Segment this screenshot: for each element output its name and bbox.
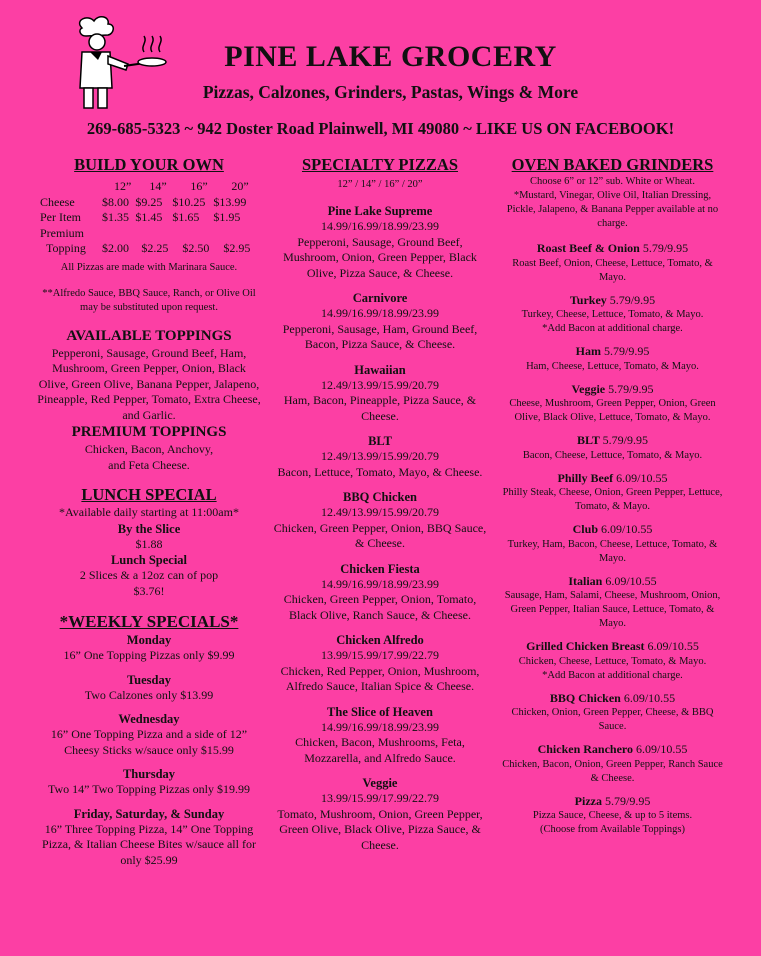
grinder-price: 5.79/9.95 [604,793,651,808]
specialty-pizza-desc: Tomato, Mushroom, Onion, Green Pepper, Green Olive, Black Olive, Pizza Sauce, & Cheese. [277,806,483,852]
specialty-pizza-desc: Pepperoni, Sausage, Ground Beef, Mushroom, Onion, Green Pepper, Black Olive, Pizza Sauce, & Cheese. [283,234,477,280]
weekly-special-day: Friday, Saturday, & Sunday [73,806,225,821]
grinder-name: Chicken Ranchero [537,742,637,756]
specialty-pizza-prices: 13.99/15.99/17.99/22.79 [320,648,439,662]
grinder-item [500,794,725,838]
specialty-pizza-item [272,362,488,425]
weekly-special-day: Monday [126,633,172,647]
grinder-name: Italian [568,573,606,588]
grinder-name: Grilled Chicken Breast [526,639,648,653]
grinders-condiments-note: *Mustard, Vinegar, Olive Oil, Italian Dressing, Pickle, Jalapeno, & Banana Pepper available at no charge. [506,190,719,229]
specialty-pizza-desc: Ham, Bacon, Pineapple, Pizza Sauce, & Cheese. [283,393,477,423]
grinder-name: Veggie [571,381,609,396]
specialty-pizza-item [272,203,488,281]
grinder-name: BBQ Chicken [549,690,624,705]
left-column [36,155,262,868]
price-cell: $10.25 [172,194,206,209]
specialty-pizza-desc: Chicken, Green Pepper, Onion, Tomato, Black Olive, Ranch Sauce, & Cheese. [283,592,477,622]
grinder-item [500,382,725,426]
specialty-pizza-item [272,632,488,695]
specialty-pizza-name: Chicken Fiesta [340,561,420,576]
grinder-name-line [500,742,725,758]
specialty-pizza-desc: Chicken, Green Pepper, Onion, BBQ Sauce, & Cheese. [273,520,487,550]
weekly-special-day: Thursday [122,767,176,781]
specialty-pizza-prices: 12.49/13.99/15.99/20.79 [320,449,439,463]
page-title: PINE LAKE GROCERY [224,40,557,73]
grinder-item [500,691,725,735]
grinder-desc: Roast Beef, Onion, Cheese, Lettuce, Tomato, & Mayo. [512,257,713,283]
grinder-item [500,742,725,786]
grinder-name-line [500,241,725,257]
marinara-note: All Pizzas are made with Marinara Sauce. [60,261,238,273]
grinder-name: BLT [576,433,603,447]
size-label: 20” [231,179,249,193]
grinder-price: 6.09/10.55 [647,639,699,653]
grinder-desc: Chicken, Cheese, Lettuce, Tomato, & Mayo. [518,655,707,667]
grinder-list [500,241,725,837]
price-cell: $2.25 [141,241,169,255]
available-toppings-heading: AVAILABLE TOPPINGS [66,327,232,344]
specialty-pizza-item [272,489,488,552]
right-column [500,155,725,837]
grinder-desc: Sausage, Ham, Salami, Cheese, Mushroom, Onion, Green Pepper, Italian Sauce, Lettuce, Tomato, & Mayo. [504,590,721,629]
weekly-special-item [36,672,262,704]
specialty-pizza-item [272,433,488,480]
weekly-special-item [36,806,262,869]
weekly-special-desc: 16” One Topping Pizza and a side of 12” Cheesy Sticks w/sauce only $15.99 [50,727,248,757]
grinder-price: 5.79/9.95 [604,344,650,358]
grinder-item [500,433,725,463]
grinder-name-line [500,522,725,538]
specialty-pizza-prices: 12.49/13.99/15.99/20.79 [320,505,439,519]
grinder-item [500,344,725,374]
lunch-special-price: $3.76! [133,583,165,598]
grinder-price: 5.79/9.95 [609,292,656,307]
grinder-desc: Turkey, Cheese, Lettuce, Tomato, & Mayo. [521,309,704,320]
specialty-pizza-prices: 14.99/16.99/18.99/23.99 [320,306,439,320]
grinder-name: Club [572,522,601,536]
weekly-special-item [36,711,262,758]
grinder-price: 5.79/9.95 [608,381,654,396]
grinder-item [500,522,725,566]
grinder-name-line [500,794,725,810]
weekly-special-desc: 16” Three Topping Pizza, 14” One Topping Pizza, & Italian Cheese Bites w/sauce all for only $25.99 [42,821,256,867]
price-row-label: Topping [46,241,86,255]
weekly-specials-list [36,632,262,868]
grinder-desc: Pizza Sauce, Cheese, & up to 5 items. [532,810,693,821]
grinder-desc: Bacon, Cheese, Lettuce, Tomato, & Mayo. [522,449,703,461]
specialty-pizza-prices: 14.99/16.99/18.99/23.99 [320,576,439,591]
available-toppings-list: Pepperoni, Sausage, Ground Beef, Ham, Mushroom, Green Pepper, Onion, Black Olive, Green Olive, Banana Pepper, Jalapeno, Pineapple, Red Pepper, Tomato, Extra Cheese, and Garlic. [37,345,261,422]
lunch-special-title: Lunch Special [110,553,188,567]
grinder-name: Philly Beef [557,470,617,485]
grinder-note: *Add Bacon at additional charge. [542,323,683,334]
weekly-special-item [36,632,262,664]
grinder-name-line [500,471,725,487]
size-row [36,179,250,195]
specialty-pizza-name: The Slice of Heaven [327,704,433,719]
grinder-name-line [500,691,725,707]
header [0,0,761,150]
specialty-pizza-name: Veggie [362,776,398,790]
price-cell: $2.95 [223,241,251,255]
price-cell: $1.35 [102,210,129,224]
lunch-special-heading: LUNCH SPECIAL [81,485,217,504]
by-the-slice-price: $1.88 [135,536,163,551]
grinder-price: 6.09/10.55 [601,522,653,536]
specialty-pizza-desc: Pepperoni, Sausage, Ham, Ground Beef, Bacon, Pizza Sauce, & Cheese. [282,321,478,351]
grinder-desc: Chicken, Bacon, Onion, Green Pepper, Ranch Sauce & Cheese. [502,758,723,784]
build-your-own-heading: BUILD YOUR OWN [74,155,224,174]
price-row [36,241,250,257]
specialty-pizza-name: Chicken Alfredo [336,633,424,647]
specialty-pizza-item [272,561,488,624]
specialty-pizza-prices: 13.99/15.99/17.99/22.79 [320,791,439,805]
size-label: 16” [190,179,208,193]
grinder-desc: Philly Steak, Cheese, Onion, Green Pepper, Lettuce, Tomato, & Mayo. [502,487,723,512]
lunch-special-desc: 2 Slices & a 12oz can of pop [79,568,219,582]
grinder-item [500,639,725,683]
grinder-price: 5.79/9.95 [602,433,649,447]
price-cell: $13.99 [213,194,247,209]
weekly-special-day: Wednesday [118,712,180,726]
price-row-label: Per Item [40,210,81,224]
grinder-item [500,293,725,337]
sauce-substitution-note: **Alfredo Sauce, BBQ Sauce, Ranch, or Olive Oil may be substituted upon request. [42,287,256,313]
price-row [36,195,250,211]
premium-toppings-line: Chicken, Bacon, Anchovy, [84,442,214,456]
grinder-name-line [500,382,725,398]
price-cell: $1.45 [135,210,163,224]
specialty-pizza-name: BBQ Chicken [343,490,417,504]
grinder-name: Roast Beef & Onion [536,241,643,255]
grinder-name: Turkey [569,292,610,307]
price-row [36,210,250,226]
middle-column [272,155,488,853]
grinder-name-line [500,574,725,590]
grinder-desc: Turkey, Ham, Bacon, Cheese, Lettuce, Tomato, & Mayo. [507,538,718,564]
grinder-desc: Cheese, Mushroom, Green Pepper, Onion, Green Olive, Black Olive, Lettuce, Tomato, & Mayo. [509,398,716,423]
grinder-name-line [500,293,725,309]
specialty-pizza-name: BLT [368,434,392,448]
price-cell: $1.65 [172,210,200,224]
grinder-price: 6.09/10.55 [605,573,657,588]
weekly-specials-heading: *WEEKLY SPECIALS* [59,612,239,631]
specialty-pizza-item [272,290,488,353]
build-your-own-price-table [36,179,250,257]
grinder-name: Pizza [574,793,605,808]
grinder-note: *Add Bacon at additional charge. [542,669,683,681]
specialty-pizzas-heading: SPECIALTY PIZZAS [301,155,459,174]
price-cell: $8.00 [102,194,129,209]
specialty-pizza-desc: Bacon, Lettuce, Tomato, Mayo, & Cheese. [277,464,483,479]
price-cell: $2.00 [102,241,129,255]
price-cell: $2.50 [182,241,210,255]
specialty-pizza-item [272,775,488,853]
specialty-pizza-desc: Chicken, Red Pepper, Onion, Mushroom, Alfredo Sauce, Italian Spice & Cheese. [280,663,480,693]
specialty-sizes: 12” / 14” / 16” / 20” [337,179,423,190]
contact-line: 269-685-5323 ~ 942 Doster Road Plainwell, MI 49080 ~ LIKE US ON FACEBOOK! [86,119,675,138]
weekly-special-desc: Two Calzones only $13.99 [84,687,214,702]
grinder-name: Ham [575,344,604,358]
specialty-pizza-list [272,203,488,853]
premium-label-row [36,226,250,242]
specialty-pizza-prices: 14.99/16.99/18.99/23.99 [320,219,439,233]
specialty-pizza-name: Pine Lake Supreme [327,204,433,218]
premium-toppings-line: and Feta Cheese. [108,457,190,472]
grinder-desc: Ham, Cheese, Lettuce, Tomato, & Mayo. [526,360,699,372]
grinder-price: 6.09/10.55 [623,690,676,705]
specialty-pizza-prices: 14.99/16.99/18.99/23.99 [320,719,439,734]
grinders-heading: OVEN BAKED GRINDERS [511,155,714,174]
premium-toppings-heading: PREMIUM TOPPINGS [71,424,227,440]
lunch-availability-note: *Available daily starting at 11:00am* [59,505,239,519]
specialty-pizza-item [272,704,488,767]
grinders-intro: Choose 6” or 12” sub. White or Wheat. [530,176,695,187]
grinder-item [500,241,725,285]
by-the-slice-title: By the Slice [117,521,181,536]
price-cell: $1.95 [213,210,241,224]
specialty-pizza-name: Carnivore [352,291,408,305]
price-row-label: Cheese [40,194,75,209]
grinder-item [500,574,725,632]
grinder-price: 5.79/9.95 [642,241,689,255]
grinder-name-line [500,344,725,360]
grinder-price: 6.09/10.55 [616,470,668,485]
price-cell: $9.25 [135,194,163,209]
grinder-name-line [500,433,725,449]
weekly-special-item [36,766,262,798]
weekly-special-desc: Two 14” Two Topping Pizzas only $19.99 [47,782,251,796]
grinder-item [500,471,725,515]
specialty-pizza-name: Hawaiian [354,362,406,377]
weekly-special-day: Tuesday [126,672,171,687]
premium-label: Premium [40,225,84,240]
grinder-note: (Choose from Available Toppings) [540,824,685,835]
grinder-name-line [500,639,725,655]
weekly-special-desc: 16” One Topping Pizzas only $9.99 [63,648,235,662]
specialty-pizza-prices: 12.49/13.99/15.99/20.79 [320,377,439,392]
size-label: 14” [149,179,167,193]
size-label: 12” [114,179,132,193]
grinder-price: 6.09/10.55 [636,742,688,756]
grinder-desc: Chicken, Onion, Green Pepper, Cheese, & BBQ Sauce. [511,707,714,732]
specialty-pizza-desc: Chicken, Bacon, Mushrooms, Feta, Mozzarella, and Alfredo Sauce. [295,735,465,765]
page-subtitle: Pizzas, Calzones, Grinders, Pastas, Wings & More [202,82,579,102]
